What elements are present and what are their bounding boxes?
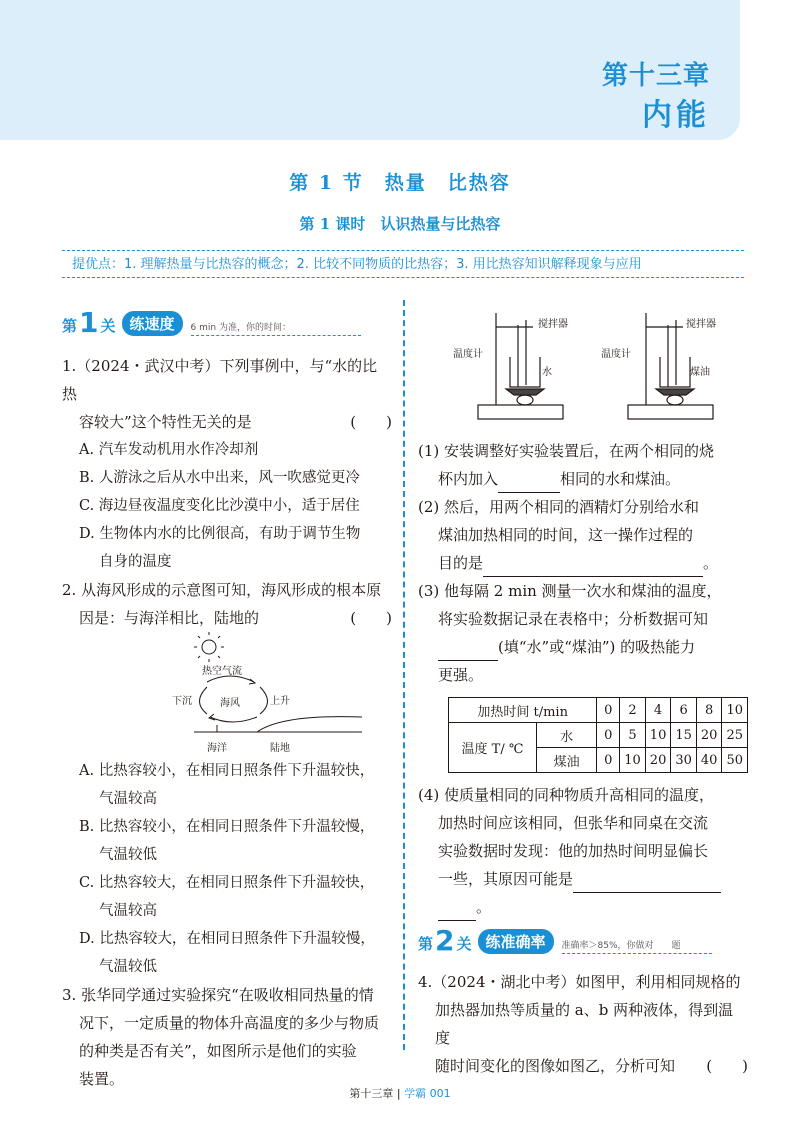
q1-line2 [62, 408, 392, 436]
right-column [418, 437, 748, 921]
table-cell: 0 [597, 698, 620, 723]
q1-answer-paren[interactable]: ( ) [350, 413, 392, 431]
fig-sink: 下沉 [172, 696, 192, 707]
table-cell: 10 [722, 698, 748, 723]
q3-s3c [418, 633, 748, 661]
table-label-oil: 煤油 [536, 748, 596, 773]
fig-hot-air: 热空气流 [202, 666, 242, 677]
q1-option-d[interactable]: D. 生物体内水的比例很高，有助于调节生物 [79, 526, 361, 542]
table-cell: 20 [645, 748, 671, 773]
q3-s4a: (4) 使质量相同的同种物质升高相同的温度， [418, 786, 715, 804]
q3-s2c-post: 。 [703, 554, 719, 572]
stage1-pill: 练速度 [122, 311, 183, 336]
q2-option-a-cont: 气温较高 [99, 791, 157, 807]
fig-stirrer-1: 搅拌器 [538, 319, 568, 330]
page-footer [0, 1085, 800, 1101]
q4-line2: 加热器加热等质量的 a、b 两种液体，得到温度 [435, 1001, 734, 1047]
stage1-num: 1 [79, 306, 99, 339]
stage2-num: 2 [435, 924, 455, 957]
stage2-hint: 准确率＞85%，你做对 题 [562, 938, 712, 954]
table-cell: 4 [645, 698, 671, 723]
q3-blank-1[interactable] [498, 474, 560, 493]
table-cell: 20 [696, 723, 722, 748]
table-cell: 6 [671, 698, 697, 723]
q3-s1b-pre: 杯内加入 [438, 470, 499, 488]
stage2-di: 第 [418, 935, 434, 953]
fig-ocean: 海洋 [207, 743, 227, 754]
q4-line3-text: 随时间变化的图像如图乙，分析可知 [435, 1057, 676, 1075]
table-cell: 10 [645, 723, 671, 748]
table-cell: 15 [671, 723, 697, 748]
data-table [448, 697, 748, 773]
q2-option-a[interactable]: A. 比热容较小，在相同日照条件下升温较快， [79, 763, 375, 779]
q3-line2: 况下，一定质量的物体升高温度的多少与物质 [79, 1014, 380, 1032]
q4-line3 [418, 1052, 748, 1080]
q2-option-c-cont: 气温较高 [99, 903, 157, 919]
table-cell: 50 [722, 748, 748, 773]
fig-sea-breeze: 海风 [220, 698, 240, 709]
q3-s1a: (1) 安装调整好实验装置后，在两个相同的烧 [418, 442, 715, 460]
q3-s4b: 加热时间应该相同，但张华和同桌在交流 [438, 814, 709, 832]
fig-rise: 上升 [270, 696, 290, 707]
q3-s1b [418, 465, 748, 493]
q3-s2c [418, 549, 748, 577]
footer-chapter: 第十三章 [349, 1087, 394, 1100]
q3-blank-3[interactable] [438, 642, 498, 661]
table-row [449, 723, 748, 748]
q3-blank-2[interactable] [483, 558, 703, 577]
q4-block [418, 968, 748, 1080]
q2-line2-text: 因是：与海洋相比，陆地的 [79, 609, 260, 627]
left-column [62, 352, 392, 1093]
q4-answer-paren[interactable]: ( ) [706, 1057, 748, 1075]
q1-option-d-cont: 自身的温度 [99, 554, 172, 570]
q1-option-c[interactable]: C. 海边昼夜温度变化比沙漠中小，适于居住 [79, 498, 360, 514]
lesson-title: 第 1 课时 认识热量与比热容 [299, 215, 501, 233]
table-header-time: 加热时间 t/min [449, 698, 597, 723]
q3-s4c: 实验数据时发现：他的加热时间明显偏长 [438, 842, 709, 860]
fig-thermometer-1: 温度计 [453, 349, 483, 360]
q3-line1: 3. 张华同学通过实验探究“在吸收相同热量的情 [62, 986, 374, 1004]
section-title: 第 1 节 热量 比热容 [289, 172, 511, 194]
table-cell: 10 [620, 748, 646, 773]
q3-blank-4[interactable] [573, 874, 721, 893]
q2-option-b-cont: 气温较低 [99, 847, 157, 863]
q3-s1b-post: 相同的水和煤油。 [560, 470, 681, 488]
q4-line1: 4.（2024・湖北中考）如图甲，利用相同规格的 [418, 973, 741, 991]
q1-line2-text: 容较大”这个特性无关的是 [79, 413, 252, 431]
table-cell: 25 [722, 723, 748, 748]
stage2-guan: 关 [456, 935, 472, 953]
q2-option-d-cont: 气温较低 [99, 959, 157, 975]
q3-s3b: 将实验数据记录在表格中；分析数据可知 [438, 610, 709, 628]
fig-thermometer-2: 温度计 [601, 349, 631, 360]
table-header-temp: 温度 T/ ℃ [449, 723, 537, 773]
footer-sep: | [396, 1087, 401, 1100]
sea-breeze-figure [62, 632, 392, 757]
q1-line1: 1.（2024・武汉中考）下列事例中，与“水的比热 [62, 357, 378, 403]
q2-line2 [62, 604, 392, 632]
fig-stirrer-2: 搅拌器 [686, 319, 716, 330]
fig-oil: 煤油 [690, 367, 710, 378]
q3-s4e [418, 893, 748, 921]
q3-s2b: 煤油加热相同的时间，这一操作过程的 [438, 526, 694, 544]
column-divider [403, 300, 405, 1050]
q2-line1: 2. 从海风形成的示意图可知，海风形成的根本原 [62, 581, 382, 599]
stage2-header [418, 924, 712, 957]
q2-option-d[interactable]: D. 比热容较大，在相同日照条件下升温较慢， [79, 931, 375, 947]
table-cell: 40 [696, 748, 722, 773]
stage2-pill: 练准确率 [478, 929, 554, 954]
apparatus-figure [418, 305, 748, 435]
q3-line3: 的种类是否有关”，如图所示是他们的实验 [79, 1042, 357, 1060]
q3-s4d [418, 865, 748, 893]
q1-option-a[interactable]: A. 汽车发动机用水作冷却剂 [79, 442, 259, 458]
chapter-title: 内能 [642, 98, 710, 133]
fig-water: 水 [542, 367, 552, 378]
fig-land: 陆地 [270, 743, 290, 754]
stage1-hint: 6 min 为准，你的时间： [191, 320, 361, 336]
footer-brand: 学霸 [404, 1087, 427, 1100]
chapter-number: 第十三章 [601, 61, 710, 91]
table-cell: 0 [597, 748, 620, 773]
table-cell: 8 [696, 698, 722, 723]
table-cell: 5 [620, 723, 646, 748]
q3-s4e-post: 。 [476, 898, 492, 916]
q3-blank-4-cont[interactable] [438, 902, 476, 921]
q3-s2a: (2) 然后，用两个相同的酒精灯分别给水和 [418, 498, 700, 516]
q3-s4d-pre: 一些，其原因可能是 [438, 870, 574, 888]
tips-bar: 提优点：1. 理解热量与比热容的概念；2. 比较不同物质的比热容；3. 用比热容知识解释现象与应用 [62, 250, 744, 278]
table-label-water: 水 [536, 723, 596, 748]
q3-s3d: 更强。 [438, 666, 484, 684]
q2-option-b[interactable]: B. 比热容较小，在相同日照条件下升温较慢， [79, 819, 375, 835]
stage1-di: 第 [62, 317, 78, 335]
q3-s3c-post: (填“水”或“煤油”) 的吸热能力 [498, 638, 696, 656]
footer-page-number: 001 [429, 1087, 451, 1100]
stage1-header [62, 306, 361, 339]
q2-option-c[interactable]: C. 比热容较大，在相同日照条件下升温较快， [79, 875, 375, 891]
table-row [449, 698, 748, 723]
table-cell: 2 [620, 698, 646, 723]
stage1-guan: 关 [100, 317, 116, 335]
table-cell: 0 [597, 723, 620, 748]
q3-line4: 装置。 [79, 1070, 125, 1088]
sun-icon [194, 632, 224, 662]
q3-s3a: (3) 他每隔 2 min 测量一次水和煤油的温度， [418, 582, 722, 600]
q2-answer-paren[interactable]: ( ) [350, 609, 392, 627]
q1-option-b[interactable]: B. 人游泳之后从水中出来，风一吹感觉更冷 [79, 470, 360, 486]
q3-s2c-pre: 目的是 [438, 554, 484, 572]
table-cell: 30 [671, 748, 697, 773]
